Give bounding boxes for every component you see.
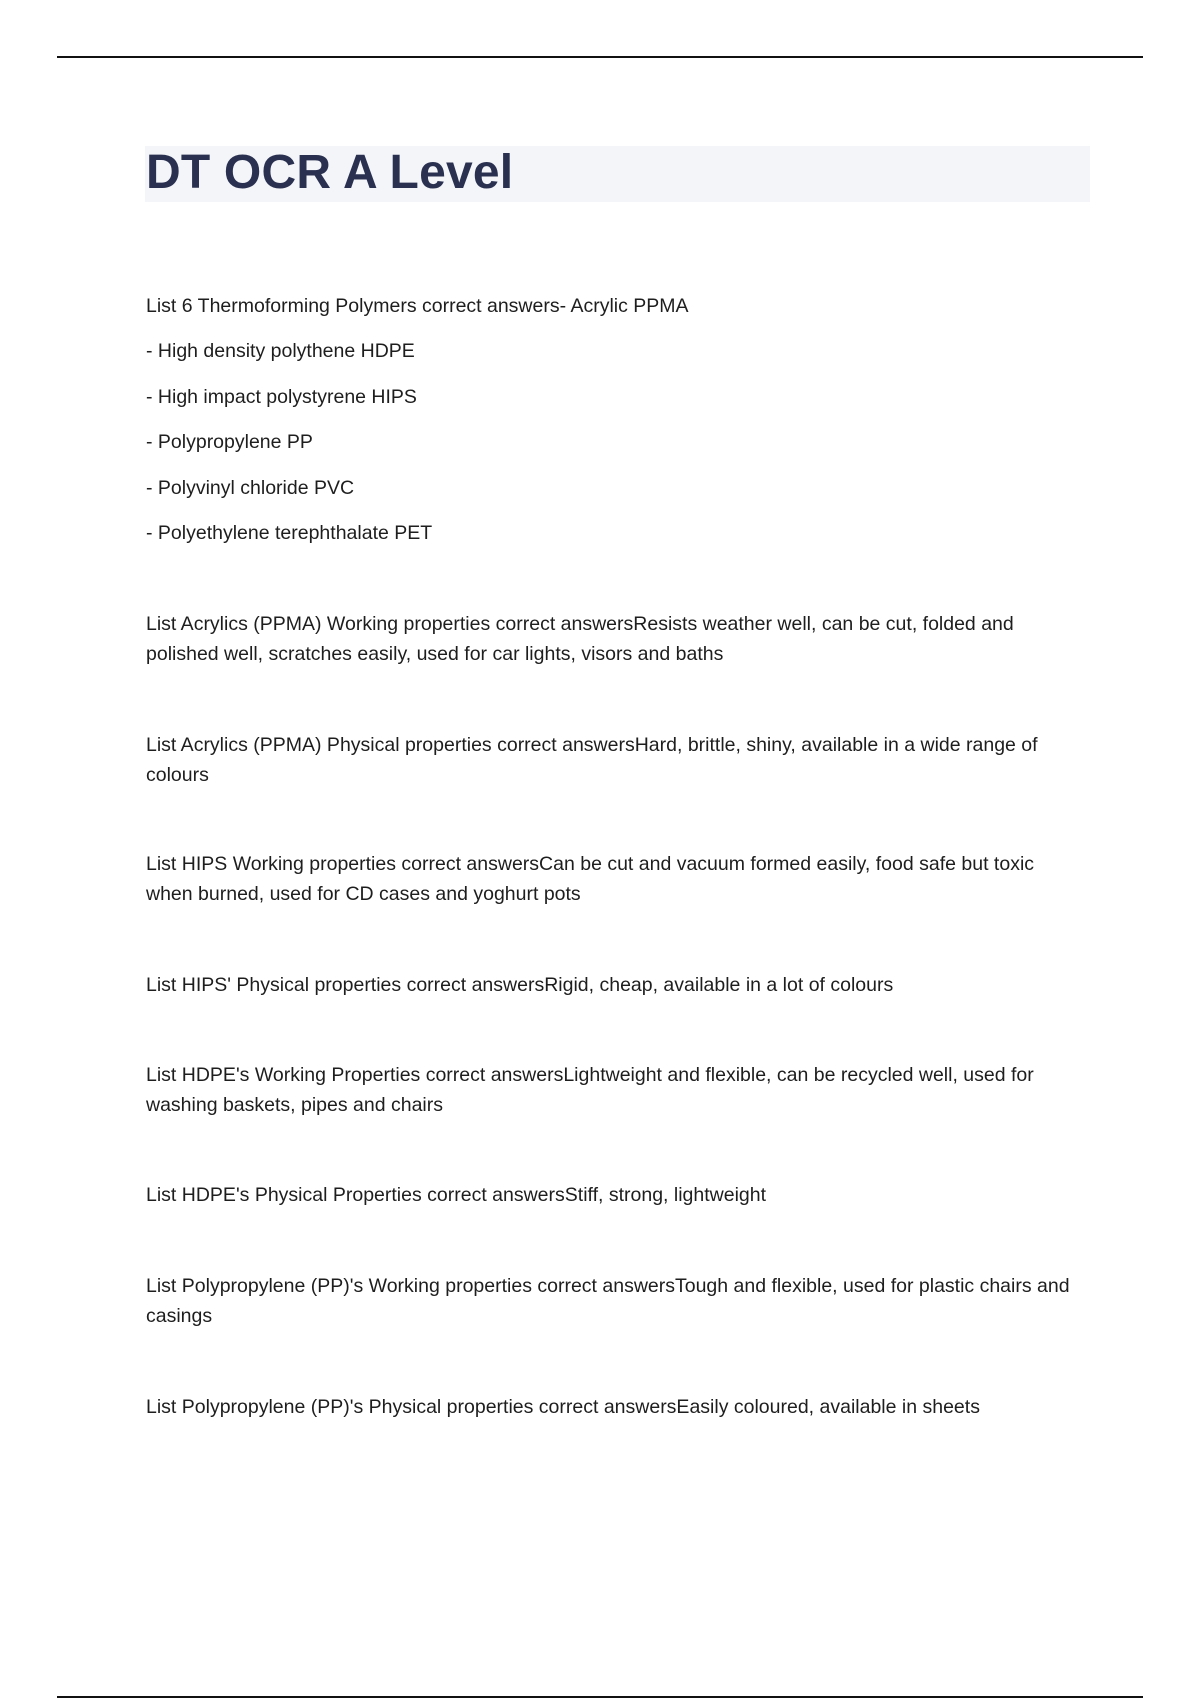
entry-hips-working: List HIPS Working properties correct answersCan be cut and vacuum formed easily, food safe but toxic when burned, used for CD cases and yoghurt pots: [146, 853, 1035, 905]
list-item: - Polypropylene PP: [146, 431, 313, 453]
document-title: DT OCR A Level: [146, 146, 514, 199]
entry-acrylic-physical: List Acrylics (PPMA) Physical properties correct answersHard, brittle, shiny, available in a wide range of colours: [146, 734, 1038, 786]
list-item: - High impact polystyrene HIPS: [146, 386, 417, 408]
entry-acrylic-working: List Acrylics (PPMA) Working properties correct answersResists weather well, can be cut, folded and polished well, scratches easily, used for car lights, visors and baths: [146, 613, 1014, 665]
entry-hips-physical: List HIPS' Physical properties correct answersRigid, cheap, available in a lot of colours: [146, 974, 894, 996]
entry-hdpe-working: List HDPE's Working Properties correct answersLightweight and flexible, can be recycled well, used for washing baskets, pipes and chairs: [146, 1064, 1034, 1116]
list-item: - High density polythene HDPE: [146, 340, 415, 362]
list-item: - Polyethylene terephthalate PET: [146, 522, 433, 544]
list-item: - Polyvinyl chloride PVC: [146, 477, 355, 499]
bottom-rule: [57, 1696, 1143, 1698]
top-rule: [57, 56, 1143, 58]
entry-pp-working: List Polypropylene (PP)'s Working properties correct answersTough and flexible, used for plastic chairs and casings: [146, 1275, 1070, 1327]
entry-pp-physical: List Polypropylene (PP)'s Physical properties correct answersEasily coloured, available in sheets: [146, 1396, 980, 1418]
list-intro: List 6 Thermoforming Polymers correct answers- Acrylic PPMA: [146, 295, 689, 317]
entry-hdpe-physical: List HDPE's Physical Properties correct answersStiff, strong, lightweight: [146, 1184, 767, 1206]
